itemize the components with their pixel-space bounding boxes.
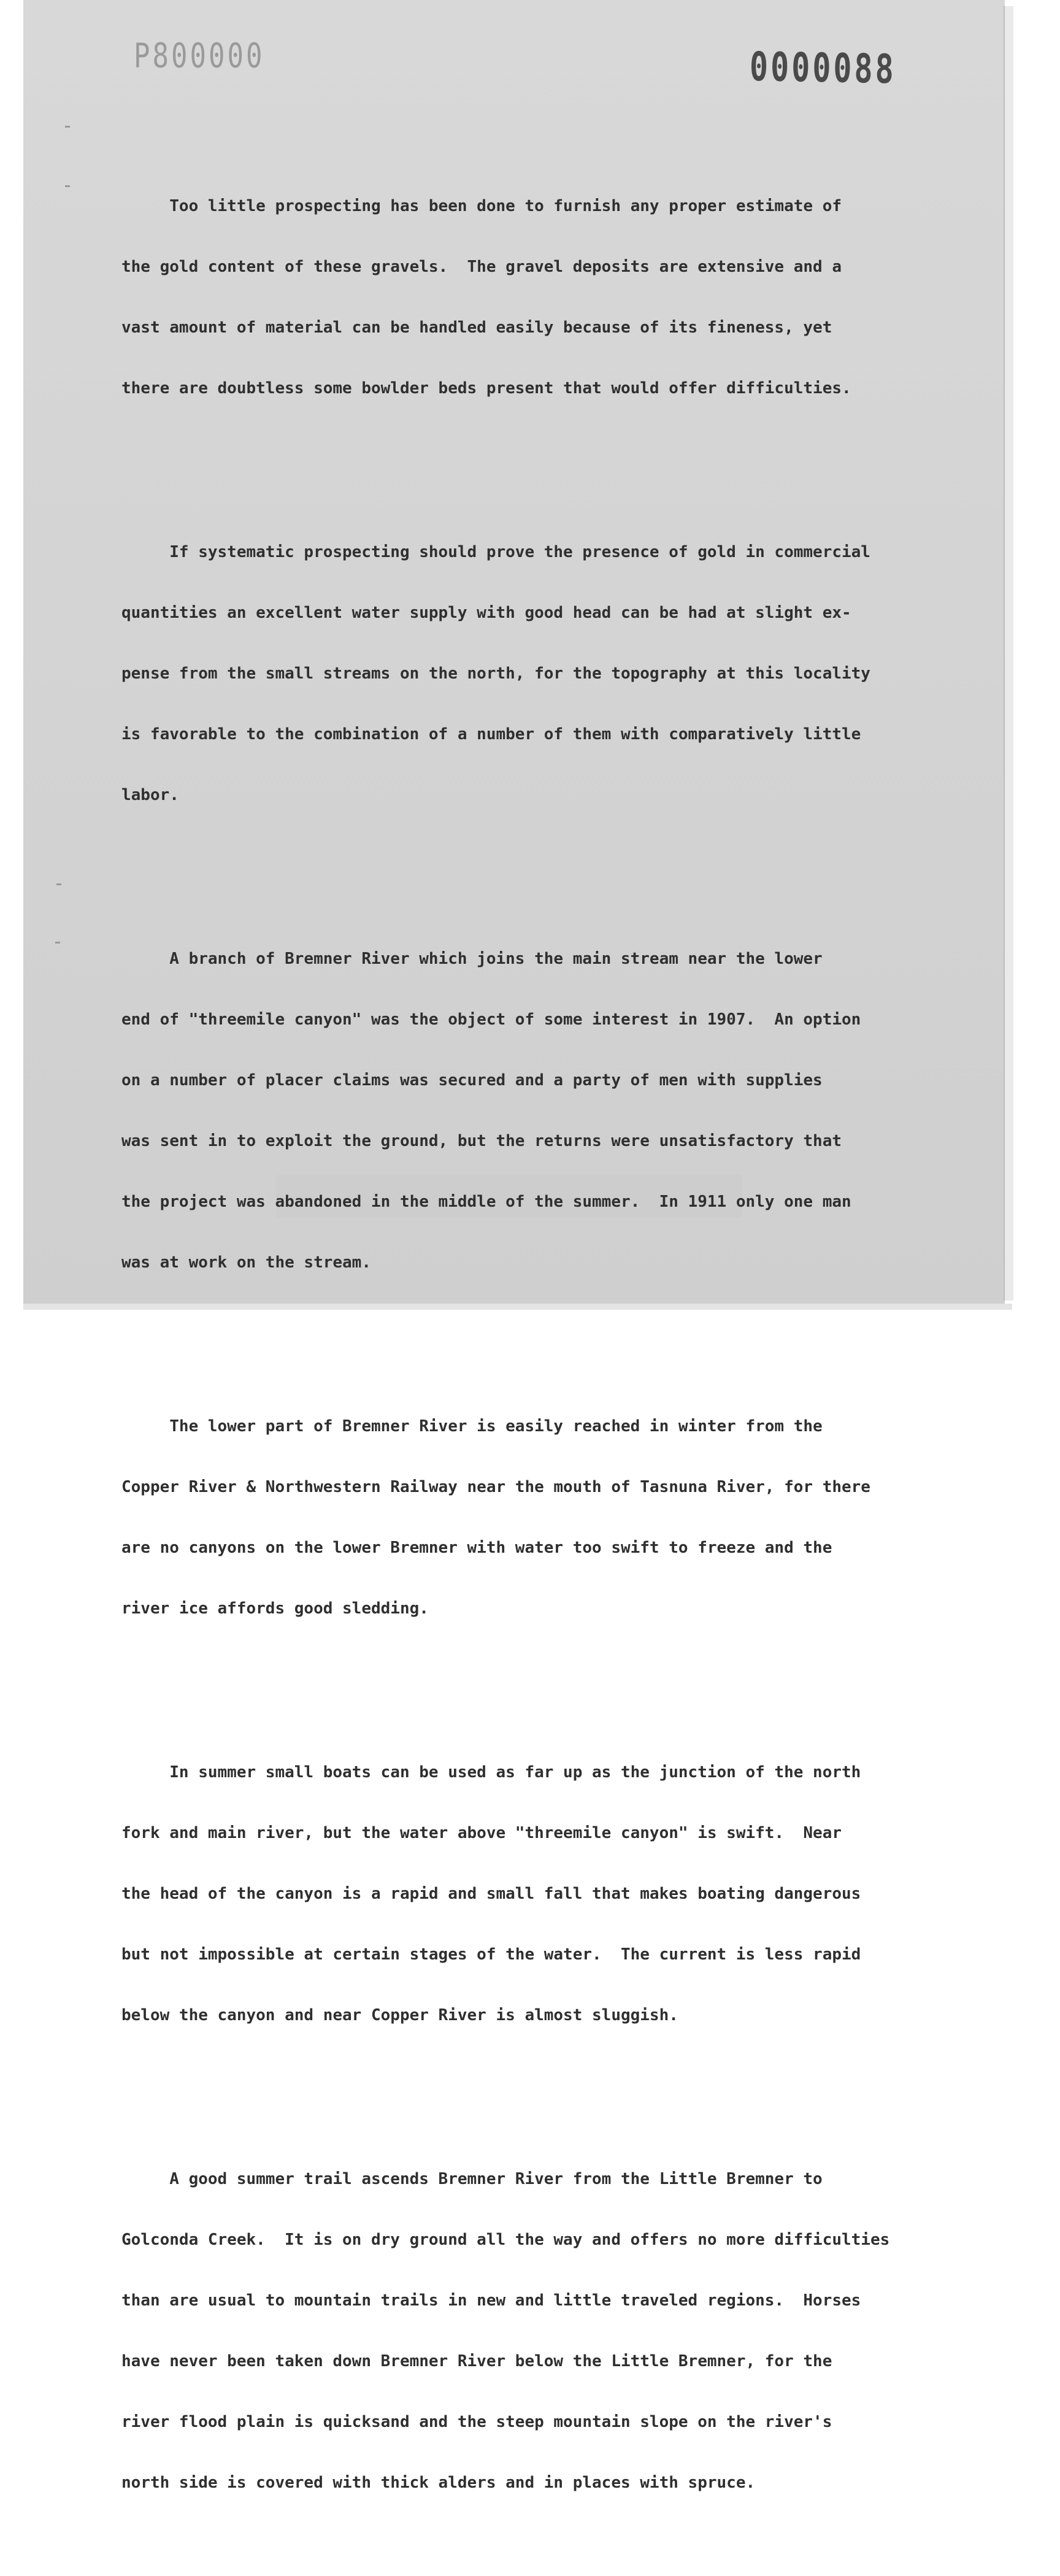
text-line: river flood plain is quicksand and the steep mountain slope on the river's [121,2413,832,2431]
text-line: fork and main river, but the water above "threemile canyon" is swift. Near [121,1824,842,1842]
text-line: A good summer trail ascends Bremner River from the Little Bremner to [121,2170,823,2188]
paragraph [121,1722,943,2066]
text-line: is favorable to the combination of a number of them with comparatively little [121,725,861,744]
text-line: labor. [121,786,179,804]
text-line: The lower part of Bremner River is easily reached in winter from the [121,1417,823,1436]
text-line: Golconda Creek. It is on dry ground all the way and offers no more difficulties [121,2231,890,2249]
paragraph [121,1376,943,1659]
document-id-stamp: P800000 [134,36,265,76]
text-line: there are doubtless some bowlder beds present that would offer difficulties. [121,379,851,398]
text-line: but not impossible at certain stages of the water. The current is less rapid [121,1945,861,1964]
document-body [121,115,943,2576]
text-line: Copper River & Northwestern Railway near the mouth of Tasnuna River, for there [121,1478,870,1496]
text-line: If systematic prospecting should prove the presence of gold in commercial [121,543,870,561]
text-line: pense from the small streams on the north, for the topography at this locality [121,664,870,683]
text-line: than are usual to mountain trails in new and little traveled regions. Horses [121,2291,861,2310]
text-line: the gold content of these gravels. The gravel deposits are extensive and a [121,258,842,276]
text-line: end of "threemile canyon" was the object of some interest in 1907. An option [121,1010,861,1029]
paragraph [121,502,943,846]
text-line: have never been taken down Bremner River below the Little Bremner, for the [121,2352,832,2370]
paragraph [121,909,943,1313]
text-line: the project was abandoned in the middle of the summer. In 1911 only one man [121,1193,851,1211]
text-line: north side is covered with thick alders and in places with spruce. [121,2474,756,2492]
paragraph [121,2129,943,2534]
text-line: are no canyons on the lower Bremner with water too swift to freeze and the [121,1539,832,1557]
text-line: vast amount of material can be handled easily because of its fineness, yet [121,318,832,337]
paragraph [121,156,943,439]
text-line: below the canyon and near Copper River is almost sluggish. [121,2006,678,2024]
text-line: on a number of placer claims was secured and a party of men with supplies [121,1071,823,1090]
text-line: river ice affords good sledding. [121,1599,429,1618]
text-line: was sent in to exploit the ground, but the returns were unsatisfactory that [121,1132,842,1150]
text-line: was at work on the stream. [121,1253,371,1272]
text-line: Too little prospecting has been done to furnish any proper estimate of [121,197,842,215]
margin-mark [65,185,70,187]
margin-mark [65,126,70,128]
text-line: quantities an excellent water supply with good head can be had at slight ex- [121,604,851,622]
page-number-stamp: 0000088 [749,44,897,93]
text-line: In summer small boats can be used as far up as the junction of the north [121,1763,861,1782]
page-edge [1004,6,1013,1301]
text-line: the head of the canyon is a rapid and small fall that makes boating dangerous [121,1885,861,1903]
margin-mark [55,942,60,944]
text-line: A branch of Bremner River which joins the main stream near the lower [121,950,823,968]
margin-mark [56,883,61,885]
